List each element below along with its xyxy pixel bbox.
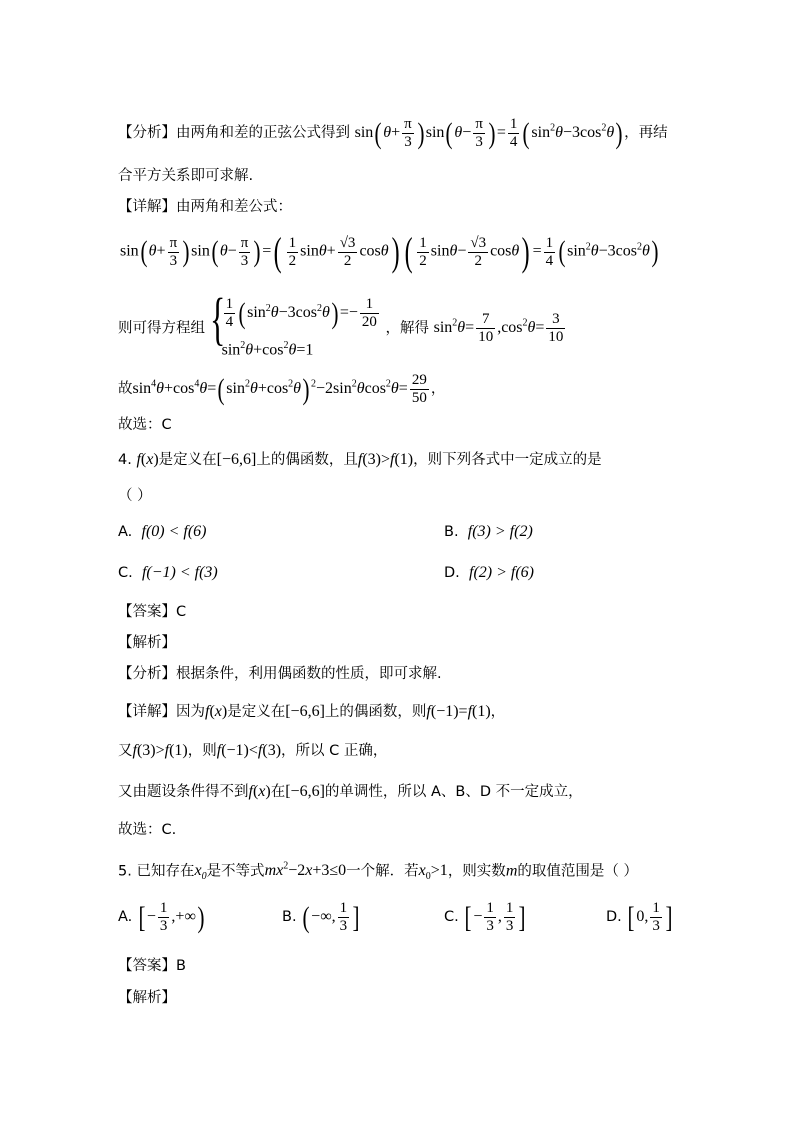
detail-label: 【详解】: [118, 199, 176, 215]
q5-text-b: 是不等式: [206, 863, 265, 880]
analysis-line-1: [118, 116, 668, 151]
q5-option-a[interactable]: [118, 900, 206, 935]
frac-7-10-num: 7: [476, 311, 495, 329]
result-line: [118, 372, 445, 407]
q4-detail-d: ，: [490, 704, 506, 720]
q4-number: 4.: [118, 452, 132, 468]
q4-line2-b: ，则: [187, 743, 217, 759]
frac-1-20-den: 20: [361, 314, 377, 330]
q4-option-d-label: D.: [444, 565, 460, 581]
result-suffix: ，: [430, 381, 446, 398]
q4-answer: [118, 602, 186, 622]
q4-answer-value: C: [176, 604, 187, 620]
q5-option-b[interactable]: [282, 900, 361, 935]
q4-paren: （ ）: [118, 488, 152, 504]
q4-analysis-label: 【分析】: [118, 666, 176, 682]
solution-values: $\sin^2\theta=$ $\frac{7}{10}$ $,\cos^2\theta=$ $\frac{3}{10}$: [433, 311, 564, 346]
q5-answer-label: 【答案】: [118, 958, 176, 974]
q5-option-d[interactable]: [606, 900, 674, 935]
result-prefix: 故: [118, 381, 133, 398]
q4-line3-interval: [−6,6]: [285, 783, 325, 800]
q5-x0-gt-1: $x_0>1$: [418, 862, 448, 883]
q4-option-c-label: C.: [118, 565, 133, 581]
q5-option-a-label: A.: [118, 909, 133, 926]
q4-detail-2: [118, 741, 387, 761]
frac-3-10-num: 3: [546, 311, 565, 329]
q4-detail-interval: [−6,6]: [285, 703, 325, 720]
analysis-text-b: ，再结: [624, 125, 668, 142]
system-prefix: 则可得方程组: [118, 320, 205, 337]
q5-number: 5.: [118, 863, 132, 880]
math-sin-product: sin(θ+ $\frac{\pi}{3}$ )sin(θ− $\frac{\pi}{3}$ )= $\frac{1}{4}$ $(\sin^2\theta-3\cos^2\theta)$: [354, 116, 623, 150]
q4-detail-label: 【详解】: [118, 704, 176, 720]
q5-text-c: 一个解．若: [346, 863, 419, 880]
q5-option-c[interactable]: [444, 900, 527, 935]
q5-inequality: $mx^2-2x+3\le 0$: [264, 861, 347, 880]
q4-option-a[interactable]: [118, 523, 207, 541]
frac-29-50-num: 29: [411, 372, 427, 388]
equation-system-line: [118, 286, 567, 361]
q5-option-b-expr: (−∞, $\frac{1}{3}$ ]: [302, 900, 360, 934]
question-4-stem: [118, 450, 602, 470]
q4-interval: [−6,6]: [216, 451, 257, 468]
analysis-label: 【分析】: [118, 125, 176, 142]
q5-option-d-label: D.: [606, 909, 622, 926]
q4-answer-label: 【答案】: [118, 604, 176, 620]
q4-line2-a: 又: [118, 743, 133, 759]
q4-analysis: [118, 664, 442, 684]
q4-detail-even: f(−1)=f(1): [426, 703, 491, 720]
frac-29-50-den: 50: [411, 390, 427, 406]
q4-detail-a: 因为: [176, 704, 205, 720]
q5-option-c-label: C.: [444, 909, 459, 926]
q4-jiexi: 【解析】: [118, 635, 176, 651]
q5-option-a-expr: [− $\frac{1}{3}$ ,+∞): [138, 900, 205, 934]
detail-text: 由两角和差公式：: [176, 199, 292, 215]
analysis-text-a: 由两角和差的正弦公式得到: [176, 125, 350, 142]
q5-text-d: ，则实数: [447, 863, 506, 880]
q4-line2-result: f(−1)<f(3): [216, 742, 282, 759]
equation-system: { $\frac{1}{4}$ $(\sin^2\theta-3\cos^2\theta)=-$ $\frac{1}{20}$ $\sin^2\theta+\cos^2\theta=1$: [209, 286, 377, 359]
expansion-equation: sin(θ+ $\frac{\pi}{3}$ )sin(θ− $\frac{\pi}{3}$ )=( $\frac{1}{2}$ sinθ+ $\frac{√3}{2}$ cosθ) ( $\frac{1}{2}$ sinθ− $\frac{√3}{2}$ cosθ) = $\frac{1}{4}$ $(\sin^2\theta-3\cos^2\theta)$: [120, 229, 659, 274]
q4-text-b: 上的偶函数，且: [256, 452, 358, 468]
frac-7-10-den: 10: [478, 329, 494, 346]
question-5-stem: [118, 857, 638, 888]
q4-line3-b: 在: [270, 784, 286, 800]
result-math: $\sin^4\theta+\cos^4\theta=(\sin^2\theta+\cos^2\theta)$ $^2-2\sin^2\theta\cos^2\theta=$ $\frac{29}{50}$: [132, 372, 427, 406]
q4-option-a-expr: f(0) < f(6): [141, 523, 207, 540]
q4-line3-a: 又由题设条件得不到: [118, 784, 249, 800]
q4-option-d[interactable]: [444, 564, 534, 582]
frac-3-10-den: 10: [548, 329, 564, 346]
q4-text-c: ，则下列各式中一定成立的是: [413, 452, 602, 468]
q4-option-b[interactable]: [444, 523, 533, 541]
q4-fx: f(x): [136, 451, 159, 468]
q4-option-c-expr: f(−1) < f(3): [141, 564, 218, 581]
q4-detail-c: 上的偶函数，则: [324, 704, 427, 720]
q4-detail-1: [118, 702, 505, 722]
q4-condition: f(3)>f(1): [357, 451, 414, 468]
q4-option-b-label: B.: [444, 524, 459, 540]
q4-option-b-expr: f(3) > f(2): [467, 523, 533, 540]
q5-x0: $x_0$: [194, 862, 207, 883]
q4-option-c[interactable]: [118, 564, 218, 582]
q5-option-b-label: B.: [282, 909, 297, 926]
q4-detail-b: 是定义在: [227, 704, 286, 720]
q5-jiexi: 【解析】: [118, 990, 176, 1006]
q5-text-e: 的取值范围是（ ）: [517, 863, 638, 880]
q5-answer: [118, 956, 186, 976]
q5-option-c-expr: [− $\frac{1}{3}$ , $\frac{1}{3}$ ]: [464, 900, 526, 934]
q4-detail-3: [118, 782, 583, 802]
q5-m: m: [505, 862, 518, 880]
frac-1-20-num: 1: [360, 296, 379, 314]
q4-detail-fx: f(x): [205, 703, 228, 720]
answer-selection-1: 故选：C: [118, 417, 172, 433]
q4-option-d-expr: f(2) > f(6): [469, 564, 534, 581]
system-mid: ，解得: [385, 320, 430, 337]
q5-answer-value: B: [176, 958, 186, 974]
q4-line3-c: 的单调性，所以 A、B、D 不一定成立，: [324, 784, 583, 800]
detail-line-1: [118, 197, 292, 217]
q4-analysis-text: 根据条件，利用偶函数的性质，即可求解.: [176, 666, 442, 682]
q4-option-a-label: A.: [118, 524, 133, 540]
q4-line2-c: ，所以 C 正确，: [281, 743, 388, 759]
q4-text-a: 是定义在: [158, 452, 217, 468]
q5-text-a: 已知存在: [136, 863, 195, 880]
q5-option-d-expr: [0, $\frac{1}{3}$ ]: [627, 900, 673, 934]
analysis-line-2: 合平方关系即可求解.: [118, 168, 254, 184]
q4-line2-cond: f(3)>f(1): [132, 742, 188, 759]
q4-selection: 故选：C.: [118, 822, 177, 838]
q4-line3-fx: f(x): [248, 783, 271, 800]
